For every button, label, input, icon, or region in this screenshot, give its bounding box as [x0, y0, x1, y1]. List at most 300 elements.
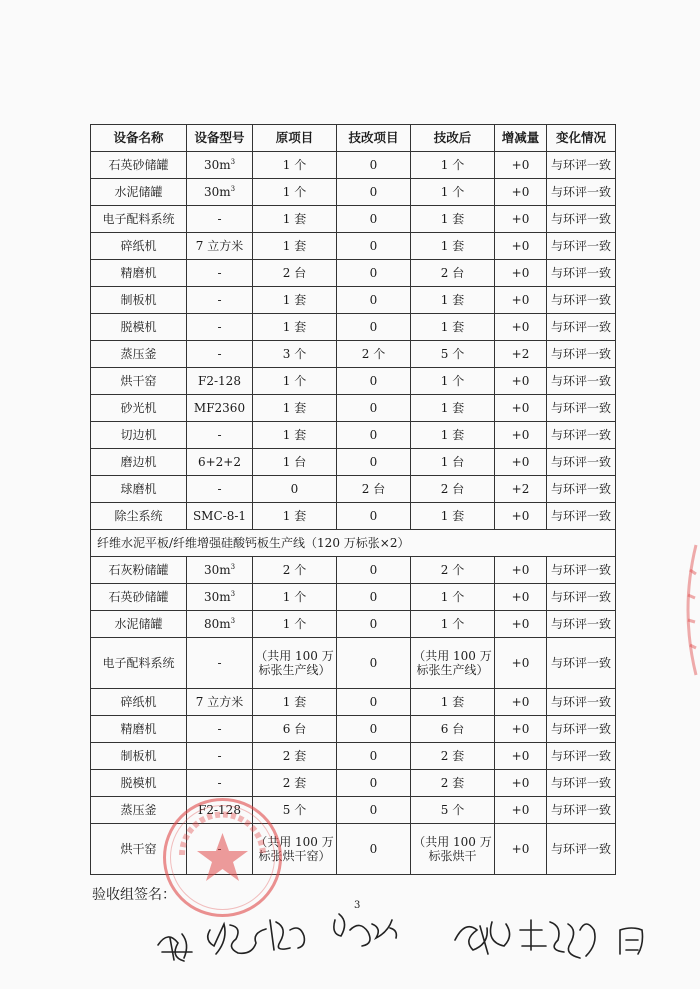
table-row [91, 395, 616, 422]
cell-status-text: 与环评一致 [550, 428, 611, 442]
cell-tech-change [337, 689, 411, 716]
cell-delta-text: +0 [511, 509, 530, 523]
cell-equipment-name-text: 蒸压釜 [120, 347, 157, 361]
cell-equipment-name-text: 烘干窑 [120, 374, 157, 388]
cell-original-text: 2 套 [282, 776, 307, 790]
cell-tech-change [337, 260, 411, 287]
cell-tech-change-text: 0 [369, 374, 378, 388]
cell-tech-change [337, 206, 411, 233]
cell-equipment-name-text: 蒸压釜 [120, 803, 157, 817]
table-row [91, 179, 616, 206]
cell-tech-change [337, 716, 411, 743]
header-cell: 原项目 [253, 125, 337, 152]
cell-after-change [411, 557, 495, 584]
cell-delta-text: +0 [511, 455, 530, 469]
cell-equipment-name [91, 152, 187, 179]
cell-status-text: 与环评一致 [550, 563, 611, 577]
cell-equipment-name [91, 179, 187, 206]
cell-equipment-name [91, 716, 187, 743]
cell-delta-text: +0 [511, 158, 530, 172]
cell-status [547, 689, 616, 716]
cell-equipment-name [91, 314, 187, 341]
cell-model [187, 638, 253, 689]
cell-status-text: 与环评一致 [550, 509, 611, 523]
cell-after-change-text: 5 个 [440, 347, 465, 361]
cell-after-change-text: 1 套 [440, 239, 465, 253]
cell-model [187, 449, 253, 476]
cell-after-change [411, 206, 495, 233]
cell-tech-change [337, 503, 411, 530]
cell-status [547, 824, 616, 875]
header-cell: 技改后 [411, 125, 495, 152]
cell-delta-text: +0 [511, 266, 530, 280]
cell-delta [495, 611, 547, 638]
cell-tech-change-text: 0 [369, 509, 378, 523]
cell-after-change-text: 1 套 [440, 401, 465, 415]
cell-after-change [411, 743, 495, 770]
cell-model-text: - [217, 482, 222, 496]
cell-equipment-name [91, 557, 187, 584]
cell-original [253, 716, 337, 743]
cell-equipment-name-text: 砂光机 [120, 401, 157, 415]
cell-delta-text: +0 [511, 563, 530, 577]
cell-status [547, 314, 616, 341]
header-cell: 设备型号 [187, 125, 253, 152]
cell-tech-change [337, 152, 411, 179]
cell-delta-text: +0 [511, 656, 530, 670]
cell-status [547, 422, 616, 449]
cell-model-text: - [217, 320, 222, 334]
cell-after-change [411, 503, 495, 530]
cell-after-change [411, 422, 495, 449]
cell-original-text: 1 台 [282, 455, 307, 469]
cell-equipment-name [91, 503, 187, 530]
cell-delta [495, 341, 547, 368]
cell-equipment-name [91, 422, 187, 449]
cell-original [253, 341, 337, 368]
cell-status [547, 233, 616, 260]
header-cell: 变化情况 [547, 125, 616, 152]
page-number: 3 [354, 900, 361, 911]
cell-model [187, 770, 253, 797]
cell-equipment-name [91, 476, 187, 503]
cell-delta [495, 476, 547, 503]
cell-equipment-name [91, 770, 187, 797]
cell-after-change [411, 233, 495, 260]
cell-tech-change [337, 584, 411, 611]
cell-delta-text: +0 [511, 185, 530, 199]
cell-model-text: 30m [203, 590, 231, 604]
cell-original [253, 503, 337, 530]
cell-after-change-text: 1 个 [440, 185, 465, 199]
cell-equipment-name [91, 368, 187, 395]
cell-after-change [411, 341, 495, 368]
cell-tech-change [337, 797, 411, 824]
cell-status [547, 611, 616, 638]
cell-equipment-name-text: 制板机 [120, 749, 157, 763]
cell-after-change [411, 152, 495, 179]
cell-original-text: 2 台 [282, 266, 307, 280]
cell-tech-change-text: 0 [369, 656, 378, 670]
cell-original-text: 1 套 [282, 293, 307, 307]
cell-equipment-name-text: 脱模机 [120, 320, 157, 334]
cell-status-text: 与环评一致 [550, 590, 611, 604]
cell-equipment-name [91, 260, 187, 287]
cell-original [253, 743, 337, 770]
cell-after-change [411, 368, 495, 395]
cell-delta-text: +0 [511, 293, 530, 307]
cell-tech-change-text: 0 [369, 320, 378, 334]
handwritten-signatures [150, 900, 680, 980]
cell-original [253, 179, 337, 206]
cell-status [547, 584, 616, 611]
cell-status-text: 与环评一致 [550, 266, 611, 280]
cell-status-text: 与环评一致 [550, 695, 611, 709]
table-row [91, 638, 616, 689]
cell-status [547, 260, 616, 287]
cell-delta [495, 206, 547, 233]
cell-after-change-text: 1 套 [440, 695, 465, 709]
cell-status-text: 与环评一致 [550, 212, 611, 226]
cell-model [187, 584, 253, 611]
cell-status [547, 395, 616, 422]
cell-delta [495, 449, 547, 476]
cell-status [547, 716, 616, 743]
table-row [91, 422, 616, 449]
cell-status [547, 476, 616, 503]
table-row [91, 557, 616, 584]
cell-status [547, 206, 616, 233]
cell-status-text: 与环评一致 [550, 722, 611, 736]
cell-original-text: 6 台 [282, 722, 307, 736]
cell-tech-change [337, 611, 411, 638]
table-row [91, 770, 616, 797]
cell-equipment-name [91, 395, 187, 422]
cell-tech-change-text: 0 [369, 293, 378, 307]
cell-after-change-text: 1 套 [440, 509, 465, 523]
cell-model-text: - [217, 722, 222, 736]
cell-equipment-name [91, 449, 187, 476]
cell-after-change-text: 1 套 [440, 293, 465, 307]
cell-model-text: 30m [203, 185, 231, 199]
cell-model-text: - [217, 656, 222, 670]
cell-original [253, 770, 337, 797]
cell-delta [495, 368, 547, 395]
cell-status-text: 与环评一致 [550, 656, 611, 670]
cell-tech-change [337, 233, 411, 260]
cell-original-text: 1 个 [282, 374, 307, 388]
cell-tech-change [337, 314, 411, 341]
cell-tech-change-text: 0 [369, 617, 378, 631]
cell-original [253, 368, 337, 395]
cell-status-text: 与环评一致 [550, 401, 611, 415]
cell-model-text: 7 立方米 [195, 239, 244, 253]
cell-tech-change [337, 449, 411, 476]
cell-equipment-name-text: 石英砂储罐 [108, 158, 169, 172]
cell-model [187, 716, 253, 743]
cell-original-text: （共用 100 万标张烘干窑） [255, 835, 334, 863]
cell-original-text: （共用 100 万标张生产线） [255, 649, 334, 677]
cell-status [547, 341, 616, 368]
cell-model-text: - [217, 428, 222, 442]
cell-model [187, 395, 253, 422]
cell-model [187, 152, 253, 179]
cell-equipment-name [91, 689, 187, 716]
cell-delta [495, 770, 547, 797]
cell-model [187, 368, 253, 395]
cell-equipment-name [91, 611, 187, 638]
cell-tech-change-text: 0 [369, 428, 378, 442]
cell-tech-change [337, 341, 411, 368]
cell-status-text: 与环评一致 [550, 455, 611, 469]
cell-delta-text: +0 [511, 374, 530, 388]
cell-status [547, 557, 616, 584]
cell-delta-text: +0 [511, 749, 530, 763]
cell-delta [495, 314, 547, 341]
cell-after-change-text: 1 套 [440, 212, 465, 226]
cell-equipment-name [91, 206, 187, 233]
cell-after-change-text: 6 台 [440, 722, 465, 736]
cell-original-text: 0 [290, 482, 299, 496]
cell-model [187, 689, 253, 716]
cell-after-change-text: （共用 100 万标张生产线） [413, 649, 492, 677]
cell-tech-change-text: 0 [369, 842, 378, 856]
table-row [91, 152, 616, 179]
cell-model [187, 341, 253, 368]
cell-delta-text: +0 [511, 428, 530, 442]
cell-original-text: 5 个 [282, 803, 307, 817]
cell-tech-change [337, 743, 411, 770]
cell-after-change-text: 1 套 [440, 320, 465, 334]
cell-original [253, 314, 337, 341]
cell-delta-text: +0 [511, 617, 530, 631]
cell-original-text: 1 套 [282, 509, 307, 523]
cell-status [547, 503, 616, 530]
cell-original-text: 1 套 [282, 320, 307, 334]
cell-original [253, 476, 337, 503]
cell-equipment-name [91, 233, 187, 260]
cell-after-change [411, 395, 495, 422]
cell-model [187, 476, 253, 503]
cell-equipment-name-text: 水泥储罐 [114, 185, 163, 199]
cell-model-text: 30m [203, 158, 231, 172]
table-row [91, 287, 616, 314]
cell-tech-change [337, 287, 411, 314]
table-row [91, 611, 616, 638]
cell-equipment-name-text: 切边机 [120, 428, 157, 442]
table-row [91, 449, 616, 476]
cell-delta [495, 638, 547, 689]
cell-after-change [411, 314, 495, 341]
equipment-table [90, 124, 616, 875]
edge-seal-fragment [676, 540, 700, 680]
cell-model-text: F2-128 [198, 374, 241, 388]
cell-delta [495, 584, 547, 611]
cell-equipment-name-text: 制板机 [120, 293, 157, 307]
cell-status-text: 与环评一致 [550, 803, 611, 817]
cell-status-text: 与环评一致 [550, 374, 611, 388]
cell-tech-change-text: 0 [369, 563, 378, 577]
cell-after-change-text: 1 个 [440, 158, 465, 172]
unit-superscript: 3 [230, 617, 236, 625]
cell-model-text: 6+2+2 [197, 455, 241, 469]
table-row [91, 368, 616, 395]
cell-original [253, 206, 337, 233]
cell-model-text: MF2360 [193, 401, 246, 415]
cell-original [253, 422, 337, 449]
cell-model [187, 260, 253, 287]
cell-original-text: 1 个 [282, 617, 307, 631]
table-row [91, 476, 616, 503]
cell-status-text: 与环评一致 [550, 158, 611, 172]
cell-original-text: 1 个 [282, 158, 307, 172]
cell-delta [495, 287, 547, 314]
unit-superscript: 3 [230, 158, 236, 166]
cell-delta-text: +0 [511, 401, 530, 415]
cell-status-text: 与环评一致 [550, 482, 611, 496]
cell-model-text: - [217, 212, 222, 226]
cell-after-change-text: 2 套 [440, 749, 465, 763]
cell-tech-change [337, 824, 411, 875]
cell-equipment-name [91, 638, 187, 689]
cell-delta [495, 824, 547, 875]
cell-after-change [411, 638, 495, 689]
cell-after-change-text: 1 个 [440, 617, 465, 631]
cell-model [187, 422, 253, 449]
cell-delta [495, 689, 547, 716]
cell-after-change-text: 1 台 [440, 455, 465, 469]
cell-delta [495, 152, 547, 179]
cell-original-text: 1 个 [282, 185, 307, 199]
cell-model [187, 314, 253, 341]
cell-status-text: 与环评一致 [550, 749, 611, 763]
cell-tech-change-text: 0 [369, 455, 378, 469]
cell-equipment-name-text: 烘干窑 [120, 842, 157, 856]
cell-delta-text: +0 [511, 320, 530, 334]
cell-delta [495, 395, 547, 422]
cell-after-change [411, 797, 495, 824]
cell-model [187, 611, 253, 638]
cell-equipment-name [91, 743, 187, 770]
cell-status-text: 与环评一致 [550, 185, 611, 199]
table-row [91, 584, 616, 611]
cell-after-change-text: 2 台 [440, 482, 465, 496]
cell-model [187, 557, 253, 584]
cell-original-text: 1 套 [282, 212, 307, 226]
cell-delta [495, 503, 547, 530]
cell-model-text: - [217, 749, 222, 763]
cell-after-change-text: 2 套 [440, 776, 465, 790]
cell-after-change [411, 260, 495, 287]
cell-tech-change-text: 0 [369, 239, 378, 253]
cell-tech-change-text: 0 [369, 722, 378, 736]
cell-tech-change-text: 0 [369, 803, 378, 817]
cell-tech-change [337, 770, 411, 797]
cell-after-change [411, 770, 495, 797]
cell-model-text: 7 立方米 [195, 695, 244, 709]
cell-delta-text: +0 [511, 842, 530, 856]
cell-delta [495, 233, 547, 260]
cell-model-text: 80m [203, 617, 231, 631]
cell-status-text: 与环评一致 [550, 776, 611, 790]
cell-original [253, 395, 337, 422]
cell-tech-change [337, 476, 411, 503]
unit-superscript: 3 [230, 563, 236, 571]
cell-model [187, 179, 253, 206]
cell-tech-change-text: 0 [369, 749, 378, 763]
cell-original [253, 260, 337, 287]
cell-tech-change-text: 0 [369, 776, 378, 790]
header-cell: 增减量 [495, 125, 547, 152]
cell-after-change [411, 584, 495, 611]
cell-tech-change-text: 0 [369, 212, 378, 226]
cell-status-text: 与环评一致 [550, 293, 611, 307]
cell-after-change [411, 716, 495, 743]
cell-status [547, 743, 616, 770]
cell-delta-text: +0 [511, 803, 530, 817]
cell-equipment-name-text: 石灰粉储罐 [108, 563, 169, 577]
cell-original-text: 1 个 [282, 590, 307, 604]
header-cell: 技改项目 [337, 125, 411, 152]
cell-after-change-text: 1 个 [440, 374, 465, 388]
cell-status-text: 与环评一致 [550, 320, 611, 334]
cell-original-text: 1 套 [282, 239, 307, 253]
cell-model [187, 233, 253, 260]
cell-equipment-name-text: 脱模机 [120, 776, 157, 790]
cell-model [187, 503, 253, 530]
header-row [91, 125, 616, 152]
cell-original-text: 2 个 [282, 563, 307, 577]
cell-status [547, 152, 616, 179]
cell-after-change-text: 5 个 [440, 803, 465, 817]
cell-tech-change [337, 395, 411, 422]
cell-delta-text: +0 [511, 695, 530, 709]
cell-equipment-name-text: 球磨机 [120, 482, 157, 496]
cell-original [253, 689, 337, 716]
cell-tech-change-text: 0 [369, 401, 378, 415]
cell-original [253, 638, 337, 689]
cell-equipment-name [91, 341, 187, 368]
cell-after-change [411, 824, 495, 875]
cell-delta [495, 179, 547, 206]
section-title: 纤维水泥平板/纤维增强硅酸钙板生产线（120 万标张×2） [91, 530, 616, 557]
cell-tech-change [337, 422, 411, 449]
cell-status-text: 与环评一致 [550, 617, 611, 631]
cell-delta-text: +0 [511, 590, 530, 604]
cell-delta-text: +0 [511, 776, 530, 790]
cell-status [547, 368, 616, 395]
signature-label: 验收组签名： [92, 887, 176, 903]
cell-model [187, 206, 253, 233]
cell-delta [495, 557, 547, 584]
cell-tech-change [337, 557, 411, 584]
cell-after-change-text: 1 套 [440, 428, 465, 442]
cell-tech-change-text: 0 [369, 695, 378, 709]
cell-equipment-name-text: 电子配料系统 [102, 656, 175, 670]
cell-model-text: F2-128 [198, 803, 241, 817]
cell-tech-change-text: 0 [369, 266, 378, 280]
cell-status [547, 638, 616, 689]
cell-status-text: 与环评一致 [550, 239, 611, 253]
cell-tech-change-text: 0 [369, 185, 378, 199]
cell-equipment-name-text: 电子配料系统 [102, 212, 175, 226]
cell-delta-text: +0 [511, 722, 530, 736]
table-row [91, 503, 616, 530]
cell-model-text: SMC-8-1 [192, 509, 247, 523]
cell-original [253, 233, 337, 260]
cell-original [253, 611, 337, 638]
cell-original [253, 449, 337, 476]
